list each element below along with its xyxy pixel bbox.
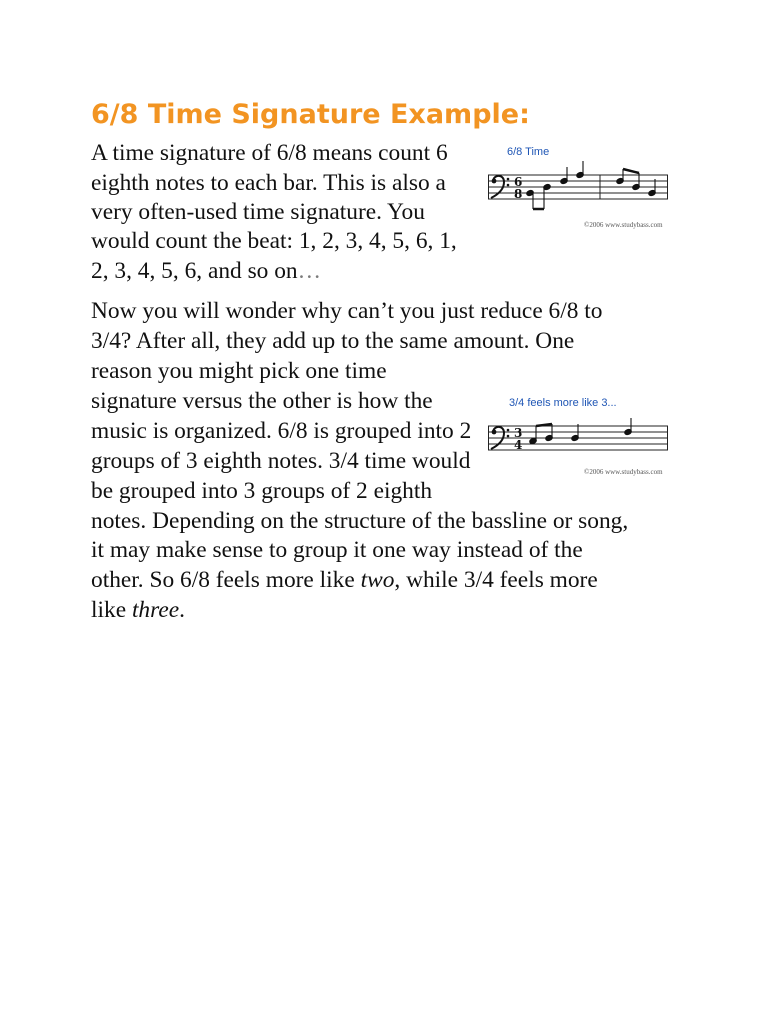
paragraph-1-line: would count the beat: 1, 2, 3, 4, 5, 6, 1,: [91, 228, 457, 254]
paragraph-2-line: be grouped into 3 groups of 2 eighth: [91, 478, 433, 504]
emphasis-two: two: [360, 567, 395, 593]
notes-group: [529, 418, 632, 444]
paragraph-1-line-text: 2, 3, 4, 5, 6, and so on: [91, 258, 298, 284]
text-run: like: [91, 597, 132, 623]
page-title: 6/8 Time Signature Example:: [91, 99, 530, 130]
music-staff-three-four: [488, 416, 670, 466]
figure-title: 6/8 Time: [507, 146, 550, 158]
figure-copyright: ©2006 www.studybass.com: [584, 468, 663, 476]
paragraph-2-line: [91, 595, 185, 625]
paragraph-2-line: signature versus the other is how the: [91, 388, 433, 414]
paragraph-2-line: it may make sense to group it one way instead of the: [91, 537, 583, 563]
figure-copyright: ©2006 www.studybass.com: [584, 221, 663, 229]
emphasis-three: three: [131, 597, 180, 623]
ellipsis: …: [297, 258, 322, 284]
time-signature-bottom: 8: [514, 187, 523, 201]
paragraph-1-line: eighth notes to each bar. This is also a: [91, 170, 446, 196]
paragraph-2-line: [91, 565, 598, 595]
notes-group-1: [526, 167, 568, 209]
paragraph-2-line: 3/4? After all, they add up to the same amount. One: [91, 328, 575, 354]
text-run: other. So 6/8 feels more like: [91, 567, 361, 593]
time-signature-top: 3: [514, 426, 523, 440]
time-signature-bottom: 4: [514, 438, 523, 452]
music-staff-six-eight: [488, 165, 670, 217]
paragraph-1-line: [91, 256, 321, 286]
time-signature-top: 6: [514, 175, 523, 189]
text-run: , while 3/4 feels more: [394, 567, 598, 593]
paragraph-2-line: notes. Depending on the structure of the bassline or song,: [91, 508, 629, 534]
paragraph-1-line: very often-used time signature. You: [91, 199, 425, 225]
paragraph-2-line: groups of 3 eighth notes. 3/4 time would: [91, 448, 471, 474]
paragraph-2-line: Now you will wonder why can’t you just reduce 6/8 to: [91, 298, 603, 324]
text-run: .: [179, 597, 185, 623]
paragraph-2-line: music is organized. 6/8 is grouped into 2: [91, 418, 472, 444]
paragraph-1-line: A time signature of 6/8 means count 6: [91, 140, 448, 166]
figure-title: 3/4 feels more like 3...: [509, 397, 617, 409]
paragraph-2-line: reason you might pick one time: [91, 358, 387, 384]
notes-group-2: [576, 161, 656, 196]
